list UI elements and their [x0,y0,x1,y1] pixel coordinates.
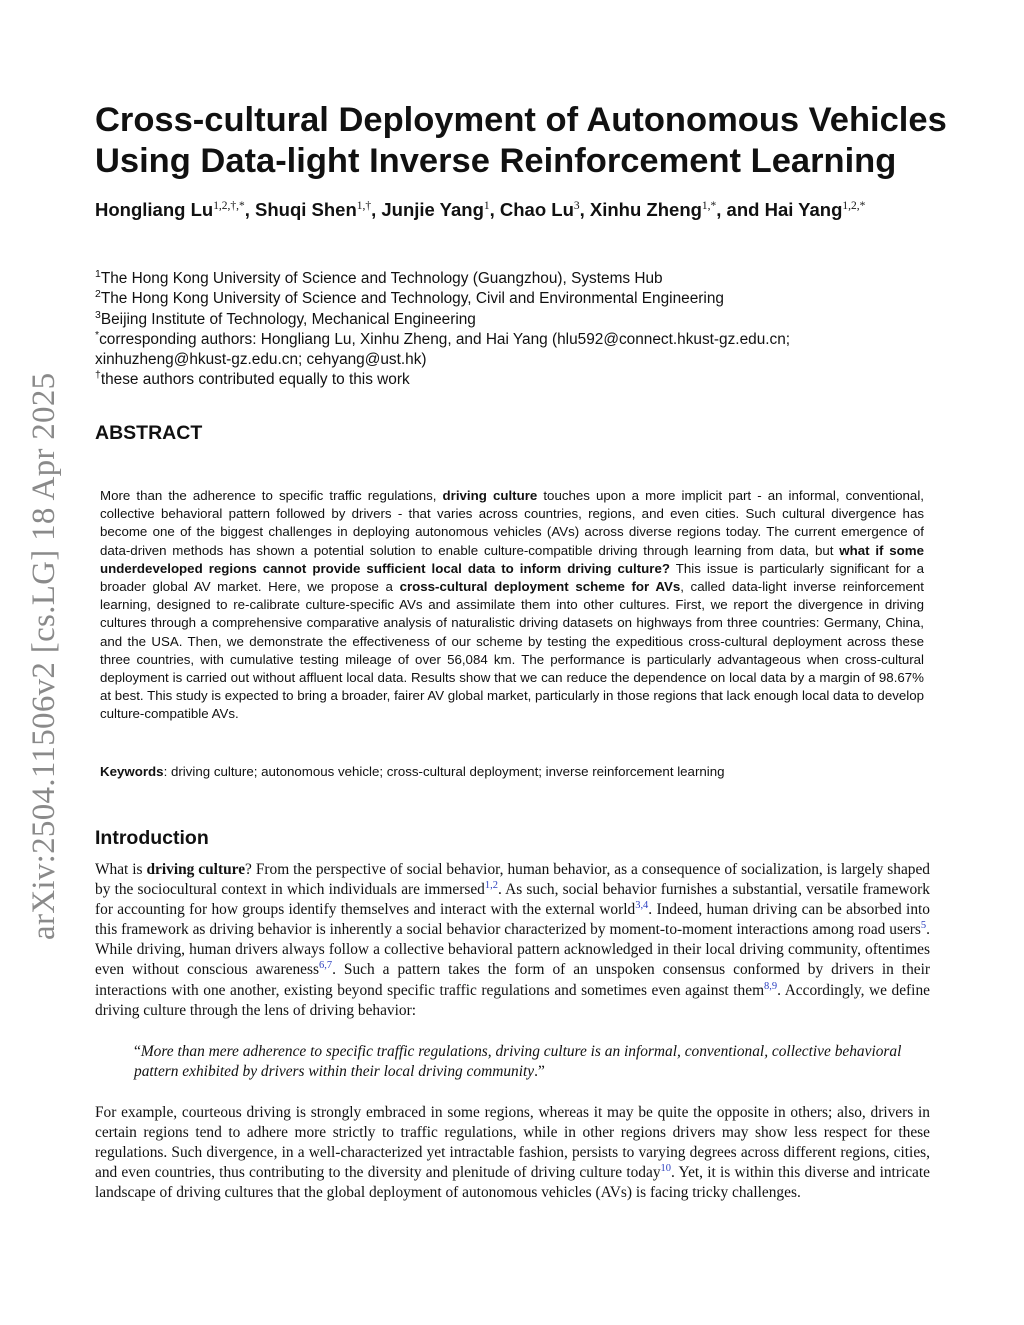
author-affiliation-mark: 3 [573,199,580,212]
citation-ref[interactable]: 10 [660,1163,672,1175]
text-run: More than the adherence to specific traffic regulations, [100,488,443,503]
affiliation-line [95,310,935,330]
affiliation-text: Beijing Institute of Technology, Mechanical Engineering [100,310,476,328]
author-name: Xinhu Zheng [589,199,702,220]
affiliation-text: these authors contributed equally to this work [100,371,410,389]
quote-text: More than mere adherence to specific traffic regulations, driving culture is an informal, conventional, collective behavioral pattern exhibited by drivers within their local driving community [134,1043,902,1081]
text-run: touches upon a more implicit part - an informal, conventional, collective behavioral pattern followed by drivers - that varies across countries, regions, and even cities. Such cultural divergence has become one of the biggest challenges in deploying autonomous vehicles (AVs) across diverse regions today. The current emergence of data-driven methods has shown a potential solution to enable culture-compatible driving through learning from data, but [100,488,924,558]
author-separator: , [579,199,590,220]
keywords-label: Keywords [100,764,164,779]
author-name: Chao Lu [499,199,574,220]
affiliation-line [95,370,935,390]
author-name: Hai Yang [764,199,843,220]
abstract-body [100,487,924,724]
affiliation-text: corresponding authors: Hongliang Lu, Xinhu Zheng, and Hai Yang (hlu592@connect.hkust-gz.edu.cn; [99,330,791,348]
text-run: . Yet, it is within this diverse and intricate landscape of driving cultures that the global deployment of autonomous vehicles (AVs) is facing tricky challenges. [95,1164,931,1202]
citation-ref[interactable]: 1,2 [484,879,498,891]
quote-close-mark: .” [534,1063,545,1081]
author-affiliation-mark: 1,2,* [842,199,866,212]
text-run: . As such, social behavior furnishes a substantial, versatile framework for accounting for how groups identify themselves and interact with the external world [95,881,930,919]
author-affiliation-mark: 1 [483,199,490,212]
affiliation-mark: 3 [95,309,101,321]
affiliation-list [95,269,935,391]
text-run: What is [95,861,147,878]
author-separator: , [244,199,256,220]
text-run: , called data-light inverse reinforcement learning, designed to re-calibrate culture-specific AVs and assimilate them into other cultures. First, we report the divergence in driving cultures through a comprehensive comparative analysis of naturalistic driving datasets on highways from three countries: Germany, China, and the USA. Then, we demonstrate the effectiveness of our scheme by testing the expeditious cross-cultural deployment across these three countries, with cumulative testing mileage of over 56,084 km. The performance is particularly advantageous when cross-cultural deployment is carried out without affluent local data. Results show that we can reduce the dependence on local data by a margin of 98.67% at best. This study is expected to bring a broader, fairer AV global market, particularly in those regions that lack enough local data to develop culture-compatible AVs. [100,579,924,722]
abstract-heading: ABSTRACT [95,422,203,444]
introduction-paragraph-1 [95,860,930,1021]
introduction-paragraph-2 [95,1103,930,1203]
author-affiliation-mark: 1,† [356,199,372,212]
affiliation-mark: † [95,370,101,382]
bold-emphasis: driving culture [442,488,538,503]
citation-ref[interactable]: 5 [920,920,927,932]
affiliation-text: The Hong Kong University of Science and Technology, Civil and Environmental Engineering [100,290,724,308]
affiliation-line [95,350,935,370]
affiliation-text: xinhuzheng@hkust-gz.edu.cn; cehyang@ust.hk) [95,351,427,369]
author-list [95,198,915,222]
keywords-text: : driving culture; autonomous vehicle; cross-cultural deployment; inverse reinforcement learning [163,764,725,779]
affiliation-line [95,330,935,350]
arxiv-identifier-stamp[interactable]: arXiv:2504.11506v2 [cs.LG] 18 Apr 2025 [26,372,62,940]
author-affiliation-mark: 1,* [701,199,717,212]
text-run: . While driving, human drivers always follow a collective behavioral pattern acknowledged in their local driving community, oftentimes even without conscious awareness [95,921,930,979]
text-run: ? From the perspective of social behavior, human behavior, as a consequence of socialization, is largely shaped by the sociocultural context in which individuals are immersed [95,861,931,899]
affiliation-mark: 2 [95,289,101,301]
text-run: . Indeed, human driving can be absorbed into this framework as driving behavior is inherently a social behavior characterized by moment-to-moment interactions among road users [95,901,931,939]
text-run: For example, courteous driving is strongly embraced in some regions, whereas it may be quite the opposite in others; also, drivers in certain regions tend to adhere more strictly to traffic regulations, while in other regions drivers may show less respect for these regulations. Such divergence, in a well-characterized yet intractable fashion, persists to varying degrees across different regions, cities, and even countries, thus contributing to the diversity and plenitude of driving culture today [95,1104,930,1182]
paper-title: Cross-cultural Deployment of Autonomous Vehicles Using Data-light Inverse Reinforcement Learning [95,101,947,180]
affiliation-text: The Hong Kong University of Science and Technology (Guangzhou), Systems Hub [100,270,663,287]
text-run: This issue is particularly significant for a broader global AV market. Here, we propose a [100,560,925,595]
bold-emphasis: driving culture [146,861,246,878]
author-affiliation-mark: 1,2,†,* [213,199,245,212]
author-separator: , and [716,199,765,220]
introduction-heading: Introduction [95,827,209,849]
affiliation-line [95,289,935,309]
citation-ref[interactable]: 6,7 [318,960,333,972]
quote-open-mark: “ [134,1043,141,1060]
author-separator: , [371,199,382,220]
author-name: Shuqi Shen [255,199,357,220]
author-name: Junjie Yang [381,199,484,220]
affiliation-mark: 1 [95,268,101,280]
text-run: . Accordingly, we define driving culture through the lens of driving behavior: [95,981,930,1019]
keywords-line [100,763,924,781]
citation-ref[interactable]: 3,4 [635,900,649,912]
affiliation-mark: * [95,329,100,341]
affiliation-line [95,269,935,289]
citation-ref[interactable]: 8,9 [764,980,778,992]
author-name: Hongliang Lu [95,199,214,220]
bold-emphasis: cross-cultural deployment scheme for AVs [399,579,681,595]
author-separator: , [489,199,500,220]
text-run: . Such a pattern takes the form of an unspoken consensus conformed by drivers in their interactions with one another, existing beyond specific traffic regulations and sometimes even against them [95,961,931,999]
bold-emphasis: what if some underdeveloped regions cannot provide sufficient local data to inform driving culture? [100,542,924,576]
definition-quote [134,1042,934,1082]
